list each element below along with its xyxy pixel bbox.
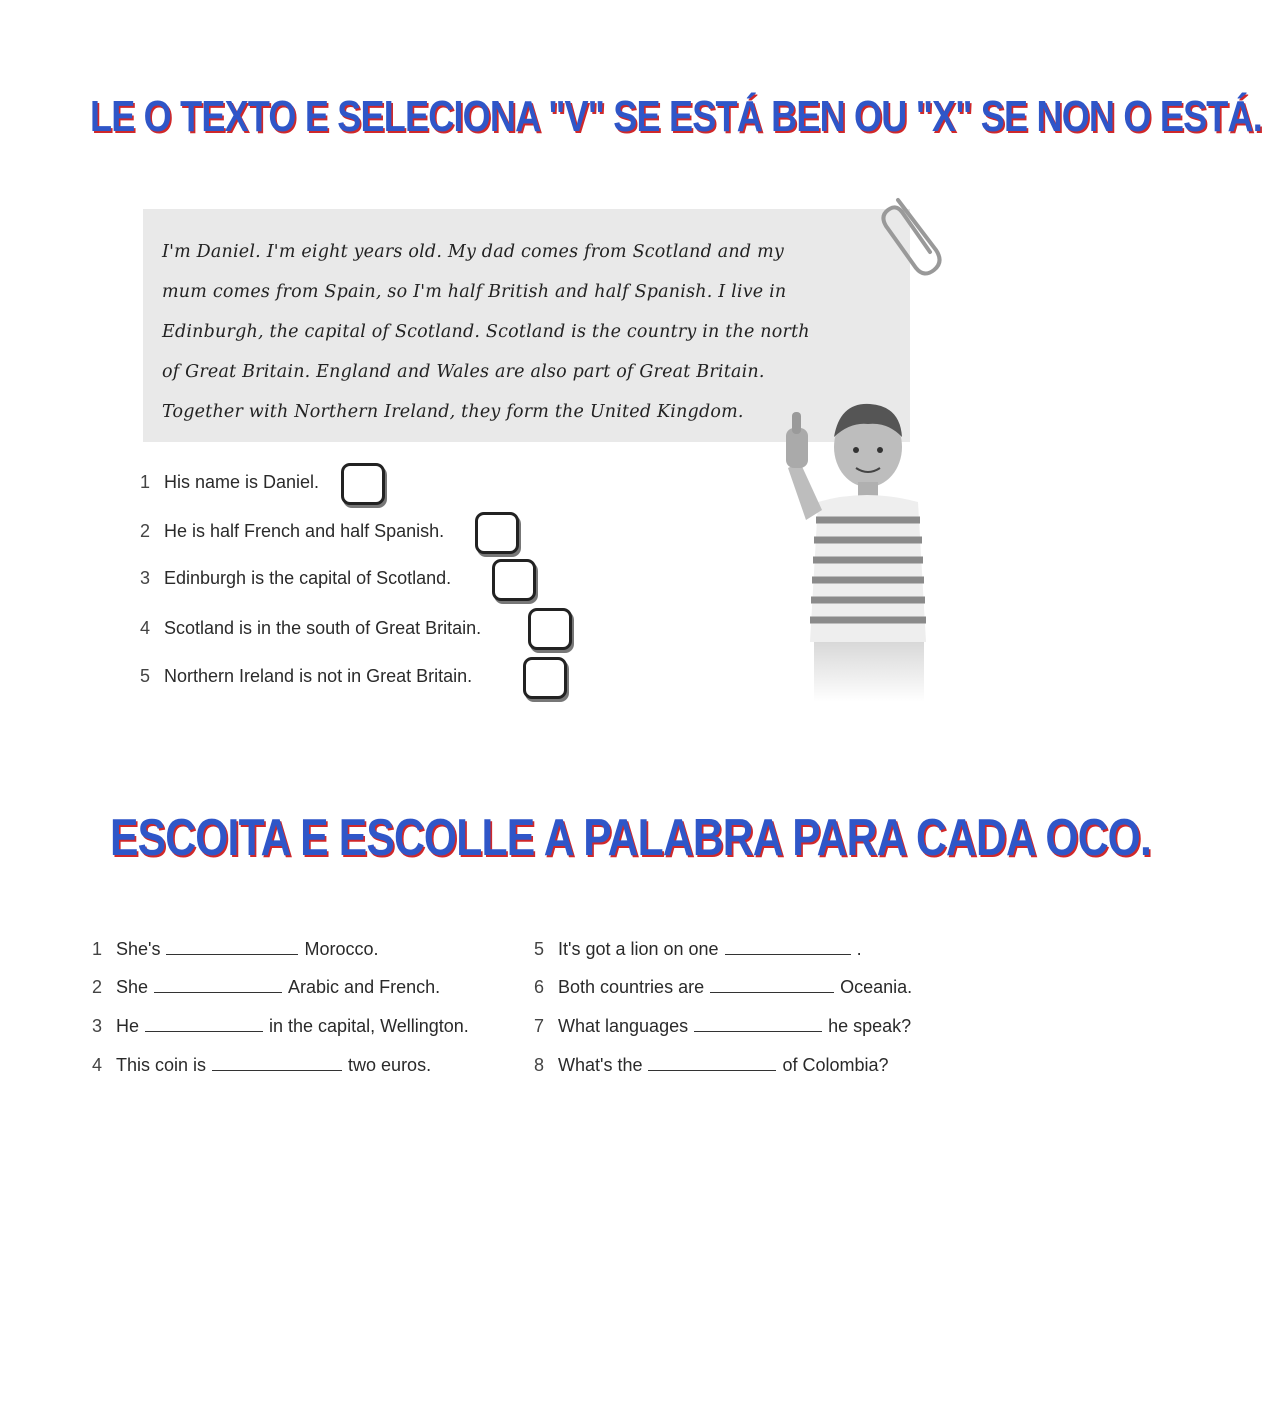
answer-blank-6[interactable]: [710, 978, 834, 993]
list-item: [92, 977, 440, 998]
gap-text-before: Both countries are: [558, 977, 705, 997]
item-number: 8: [534, 1055, 545, 1075]
answer-box-5[interactable]: [523, 657, 567, 699]
statement-text: Northern Ireland is not in Great Britain.: [164, 666, 473, 686]
gap-text-before: He: [116, 1016, 140, 1036]
answer-blank-7[interactable]: [694, 1017, 822, 1032]
statement-text: Edinburgh is the capital of Scotland.: [164, 568, 452, 588]
list-item: [534, 939, 862, 960]
item-number: 2: [92, 977, 103, 997]
reading-line: Edinburgh, the capital of Scotland. Scotland is the country in the north: [162, 322, 810, 342]
item-number: 2: [140, 521, 151, 541]
item-number: 4: [140, 618, 151, 638]
gap-text-after: he speak?: [828, 1016, 912, 1036]
answer-blank-3[interactable]: [145, 1017, 263, 1032]
reading-line: mum comes from Spain, so I'm half British and half Spanish. I live in: [162, 282, 787, 302]
answer-box-3[interactable]: [492, 559, 536, 601]
answer-box-2[interactable]: [475, 512, 519, 554]
answer-blank-2[interactable]: [154, 978, 282, 993]
gap-text-after: Morocco.: [304, 939, 379, 959]
list-item: [92, 1055, 431, 1076]
list-item: [534, 1016, 911, 1037]
list-item: [140, 568, 451, 589]
gap-text-before: What's the: [558, 1055, 643, 1075]
gap-text-after: Oceania.: [840, 977, 913, 997]
statement-text: He is half French and half Spanish.: [164, 521, 445, 541]
list-item: [140, 618, 481, 639]
item-number: 5: [534, 939, 545, 959]
gap-text-before: What languages: [558, 1016, 689, 1036]
answer-blank-4[interactable]: [212, 1056, 342, 1071]
answer-box-4[interactable]: [528, 608, 572, 650]
answer-box-1[interactable]: [341, 463, 385, 505]
gap-text-before: It's got a lion on one: [558, 939, 719, 959]
list-item: [140, 666, 472, 687]
reading-line: Together with Northern Ireland, they form the United Kingdom.: [162, 402, 744, 422]
item-number: 1: [92, 939, 103, 959]
title-part-2: ESCOITA E ESCOLLE A PALABRA PARA CADA OCO.: [110, 809, 1152, 867]
item-number: 1: [140, 472, 151, 492]
gap-text-after: .: [856, 939, 862, 959]
list-item: [92, 939, 379, 960]
item-number: 3: [92, 1016, 103, 1036]
statement-text: His name is Daniel.: [164, 472, 320, 492]
gap-text-after: Arabic and French.: [288, 977, 441, 997]
list-item: [534, 977, 912, 998]
gap-text-before: She's: [116, 939, 161, 959]
gap-text-before: This coin is: [116, 1055, 207, 1075]
reading-line: of Great Britain. England and Wales are also part of Great Britain.: [162, 362, 765, 382]
item-number: 6: [534, 977, 545, 997]
title-part-1: LE O TEXTO E SELECIONA "V" SE ESTÁ BEN OU "X" SE NON O ESTÁ.: [90, 92, 1262, 141]
list-item: [140, 472, 319, 493]
answer-blank-1[interactable]: [166, 940, 298, 955]
item-number: 3: [140, 568, 151, 588]
reading-line: I'm Daniel. I'm eight years old. My dad comes from Scotland and my: [162, 242, 784, 262]
boy-thumbs-up-illustration: [770, 392, 950, 702]
gap-text-after: of Colombia?: [782, 1055, 889, 1075]
item-number: 7: [534, 1016, 545, 1036]
gap-text-after: two euros.: [348, 1055, 432, 1075]
answer-blank-5[interactable]: [725, 940, 851, 955]
answer-blank-8[interactable]: [648, 1056, 776, 1071]
gap-text-before: She: [116, 977, 149, 997]
item-number: 4: [92, 1055, 103, 1075]
item-number: 5: [140, 666, 151, 686]
list-item: [92, 1016, 469, 1037]
paperclip-icon: [878, 190, 948, 290]
list-item: [140, 521, 444, 542]
list-item: [534, 1055, 889, 1076]
statement-text: Scotland is in the south of Great Britain.: [164, 618, 482, 638]
gap-text-after: in the capital, Wellington.: [269, 1016, 469, 1036]
